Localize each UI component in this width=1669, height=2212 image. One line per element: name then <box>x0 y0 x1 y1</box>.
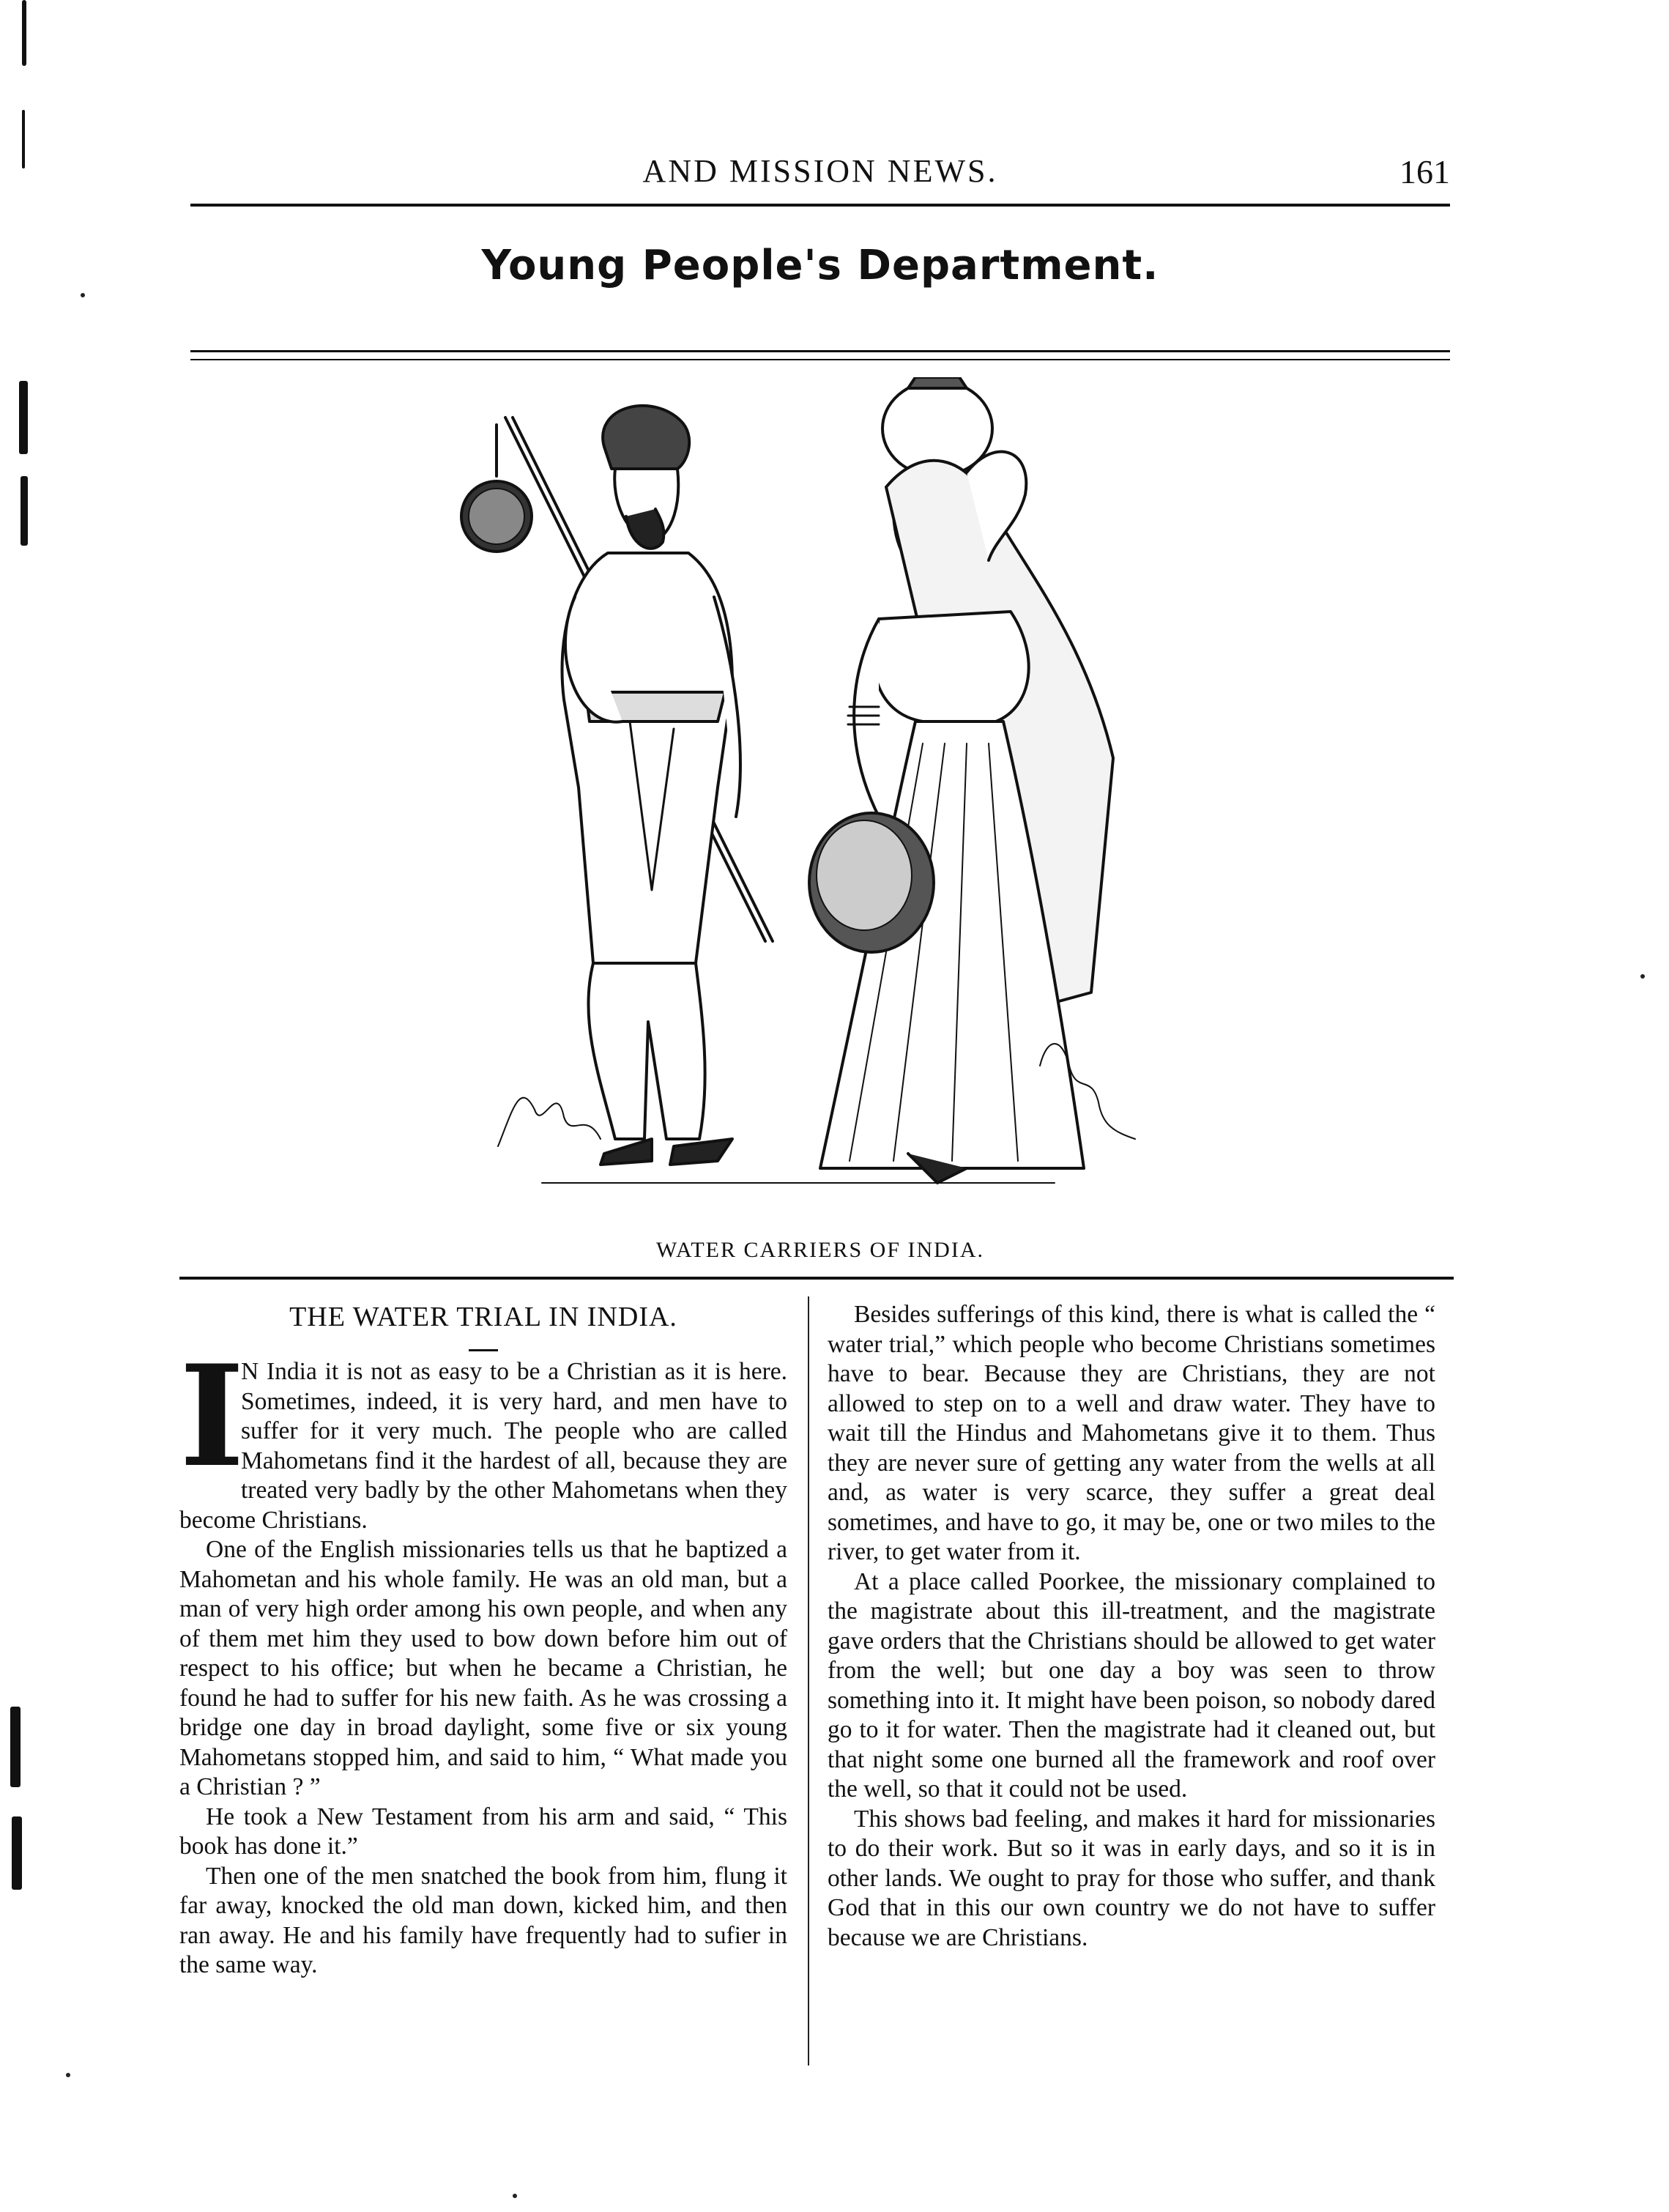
article-paragraph: One of the English missionaries tells us that he baptized a Mahometan and his whole family. He was an old man, but a man of very high order among his own people, and when any of them met him they used to bow down before him out of respect to his office; but when he became a Christian, he found he had to suffer for his new faith. As he was crossing a bridge one day in broad daylight, some five or six young Mahometans stopped him, and said to him, “ What made you a Christian ? ” <box>179 1536 787 1800</box>
water-carriers-illustration <box>410 377 1230 1220</box>
section-rule-top <box>190 350 1450 352</box>
article-title: THE WATER TRIAL IN INDIA. <box>289 1302 677 1332</box>
drop-cap: I <box>179 1335 245 1498</box>
column-divider <box>808 1296 809 2066</box>
illustration-caption: WATER CARRIERS OF INDIA. <box>655 1238 985 1262</box>
margin-mark <box>10 1707 21 1787</box>
article-column-left <box>179 1300 787 1981</box>
article-paragraph: He took a New Testament from his arm and said, “ This book has done it.” <box>179 1803 787 1860</box>
article-column-right <box>828 1300 1435 1953</box>
paragraph-text: N India it is not as easy to be a Christian as it is here. Sometimes, indeed, it is very hard, and men have to suffer for it very much. The people who are called Mahometans find it the hardest of all, because they are treated very badly by the other Mahometans when they become Christians. <box>179 1358 787 1534</box>
speck <box>513 2194 517 2198</box>
article-paragraph: Then one of the men snatched the book from him, flung it far away, knocked the old man down, kicked him, and then ran away. He and his family have frequently had to sufier in the same way. <box>179 1862 787 1978</box>
margin-mark <box>22 0 26 66</box>
running-head <box>190 152 1450 196</box>
title-divider <box>179 1338 787 1351</box>
speck <box>66 2073 70 2077</box>
page-number: 161 <box>1399 153 1450 190</box>
article-paragraph: Besides sufferings of this kind, there is what is called the “ water trial,” which people who become Christians sometimes have to bear. Because they are Christians, they are not allowed to step on to a well and draw water. They have to wait till the Hindus and Mahometans give it to them. Thus they are never sure of getting any water from the wells at all and, as water is very scarce, they suffer a great deal sometimes, and have to go, it may be, one or two miles to the river, to get water from it. <box>828 1301 1435 1565</box>
margin-mark <box>21 476 28 546</box>
section-title: Young People's Department. <box>481 242 1159 289</box>
running-head-title: AND MISSION NEWS. <box>642 153 998 189</box>
speck <box>1640 974 1645 979</box>
margin-mark <box>12 1816 22 1890</box>
article-paragraph <box>179 1335 787 1535</box>
section-rule-bottom <box>190 359 1450 360</box>
header-rule <box>190 204 1450 207</box>
man-figure <box>461 406 773 1165</box>
article-paragraph: This shows bad feeling, and makes it hard for missionaries to do their work. But so it was in early days, and so it is in other lands. We ought to pray for those who suffer, and thank God that in this our own country we do not have to suffer because we are Christians. <box>828 1805 1435 1951</box>
speck <box>81 293 85 297</box>
margin-mark <box>19 381 28 454</box>
margin-mark <box>22 110 25 168</box>
caption-rule <box>179 1277 1454 1280</box>
article-paragraph: At a place called Poorkee, the missionary complained to the magistrate about this ill-treatment, and the magistrate gave orders that the Christians should be allowed to get water from the well; but one day a boy was seen to throw something into it. It might have been poison, so nobody dared go to it for water. Then the magistrate had it cleaned out, but that night some one burned all the framework and roof over the well, so that it could not be used. <box>828 1567 1435 1803</box>
